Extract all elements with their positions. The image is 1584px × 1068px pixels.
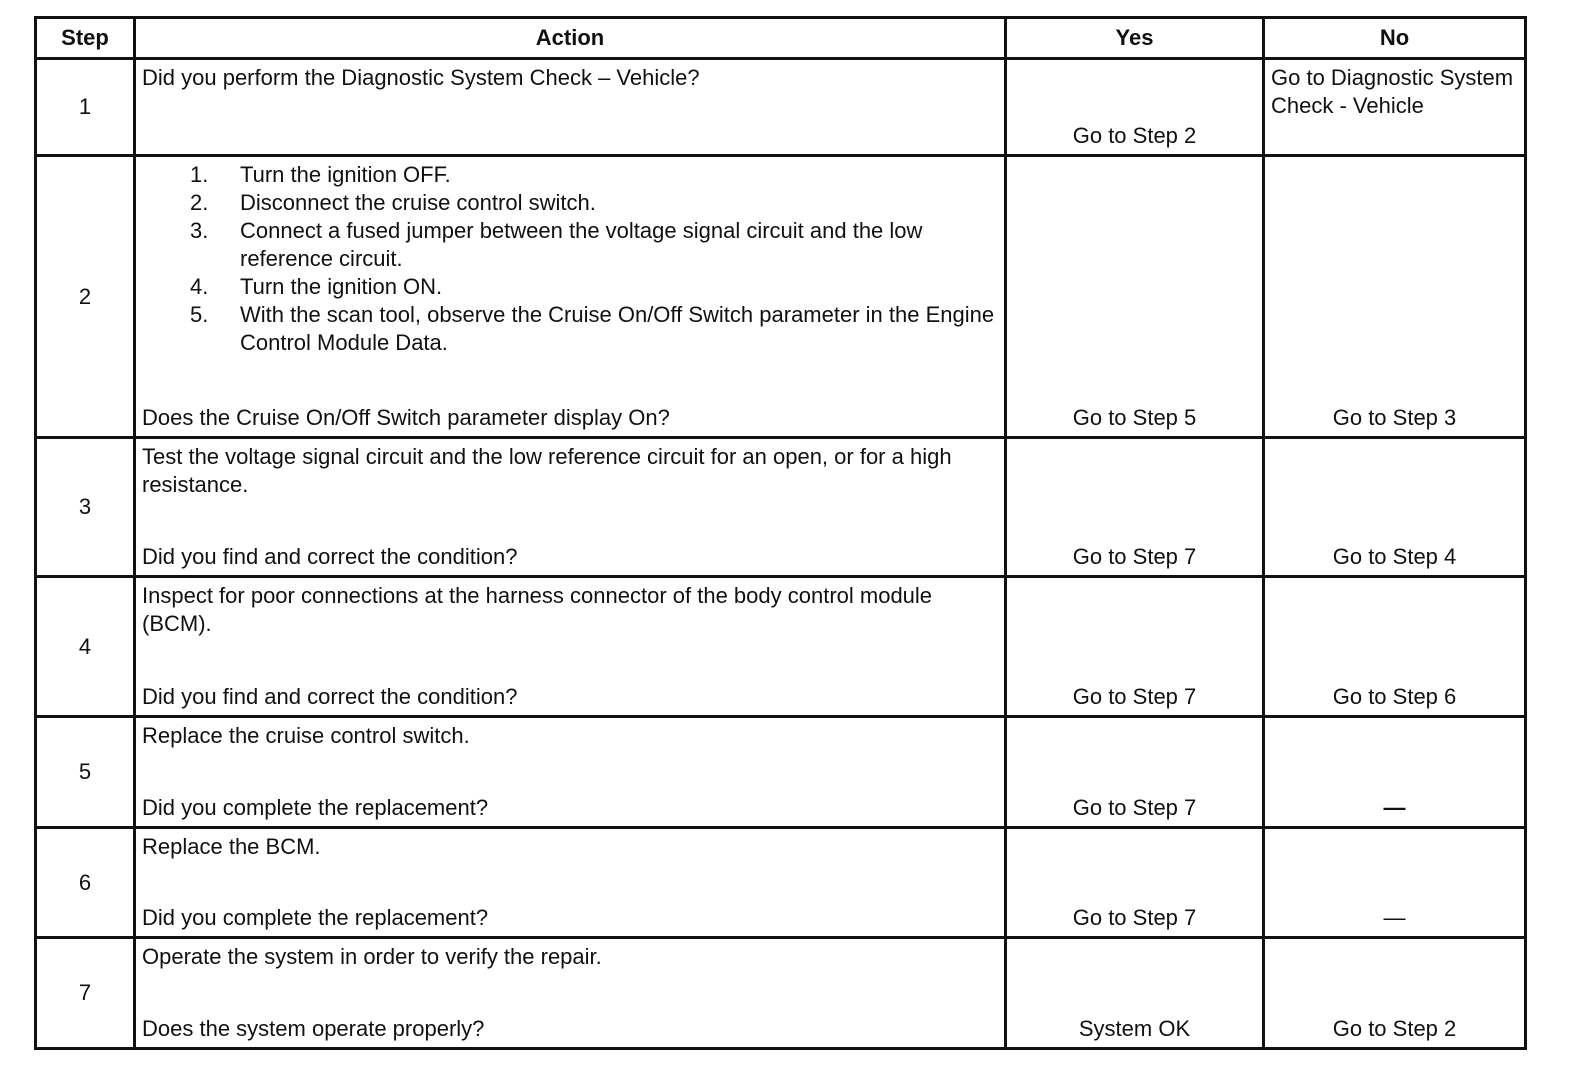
action-text: Replace the BCM. — [142, 834, 321, 859]
no-result — [1264, 717, 1526, 828]
action-cell — [135, 156, 1006, 438]
yes-result: System OK — [1006, 938, 1264, 1049]
action-cell — [135, 438, 1006, 577]
list-item: 1. Turn the ignition OFF. — [190, 162, 451, 187]
action-cell — [135, 717, 1006, 828]
no-result: Go to Diagnostic System Check - Vehicle — [1264, 59, 1526, 156]
no-result: Go to Step 4 — [1264, 438, 1526, 577]
yes-result: Go to Step 7 — [1006, 717, 1264, 828]
no-result: Go to Step 3 — [1264, 156, 1526, 438]
dash-text: — — [1383, 795, 1406, 820]
step-number: 6 — [36, 828, 135, 938]
yes-result: Go to Step 5 — [1006, 156, 1264, 438]
header-row — [36, 18, 1526, 59]
step-number: 5 — [36, 717, 135, 828]
table-row — [36, 828, 1526, 938]
header-yes: Yes — [1006, 18, 1264, 59]
step-number: 2 — [36, 156, 135, 438]
header-action: Action — [135, 18, 1006, 59]
question-text: Did you complete the replacement? — [142, 795, 489, 820]
no-result: — — [1264, 828, 1526, 938]
action-cell — [135, 828, 1006, 938]
question-text: Did you find and correct the condition? — [142, 684, 518, 709]
table-row — [36, 938, 1526, 1049]
yes-result: Go to Step 7 — [1006, 438, 1264, 577]
action-text: Operate the system in order to verify the repair. — [142, 944, 602, 969]
list-item: 5. With the scan tool, observe the Cruise On/Off Switch parameter in the Engine Control Module Data. — [190, 302, 995, 355]
table-row — [36, 438, 1526, 577]
question-text: Does the Cruise On/Off Switch parameter display On? — [142, 405, 670, 430]
no-result: Go to Step 6 — [1264, 577, 1526, 717]
question-text: Does the system operate properly? — [142, 1016, 485, 1041]
header-no: No — [1264, 18, 1526, 59]
step-number: 3 — [36, 438, 135, 577]
table-row — [36, 59, 1526, 156]
question-text: Did you find and correct the condition? — [142, 544, 518, 569]
yes-result: Go to Step 7 — [1006, 577, 1264, 717]
list-item: 2. Disconnect the cruise control switch. — [190, 190, 596, 215]
header-step: Step — [36, 18, 135, 59]
step-number: 1 — [36, 59, 135, 156]
action-text: Did you perform the Diagnostic System Check – Vehicle? — [142, 65, 700, 90]
action-cell — [135, 938, 1006, 1049]
step-number: 7 — [36, 938, 135, 1049]
list-item: 4. Turn the ignition ON. — [190, 274, 443, 299]
substep-list — [142, 161, 996, 357]
action-text: Inspect for poor connections at the harness connector of the body control module (BCM). — [142, 583, 933, 636]
step-number: 4 — [36, 577, 135, 717]
diagnostic-table — [34, 16, 1527, 1050]
list-item: 3. Connect a fused jumper between the voltage signal circuit and the low reference circuit. — [190, 218, 923, 271]
action-text: Replace the cruise control switch. — [142, 723, 470, 748]
action-cell — [135, 59, 1006, 156]
yes-result: Go to Step 7 — [1006, 828, 1264, 938]
yes-result: Go to Step 2 — [1006, 59, 1264, 156]
table-row — [36, 717, 1526, 828]
action-cell — [135, 577, 1006, 717]
no-result: Go to Step 2 — [1264, 938, 1526, 1049]
table-row — [36, 156, 1526, 438]
question-text: Did you complete the replacement? — [142, 905, 489, 930]
table-row — [36, 577, 1526, 717]
action-text: Test the voltage signal circuit and the low reference circuit for an open, or for a high resistance. — [142, 444, 952, 497]
